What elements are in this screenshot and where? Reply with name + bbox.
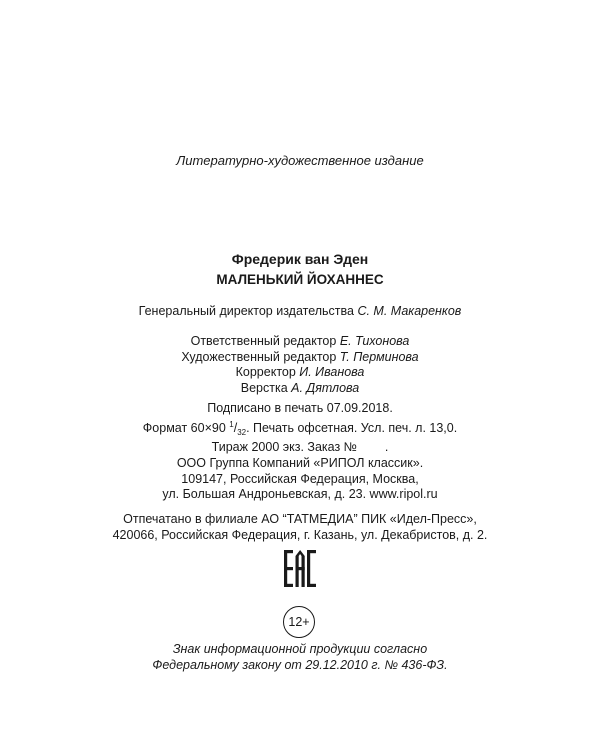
signed-line: Подписано в печать 07.09.2018. bbox=[207, 401, 393, 415]
printer-block bbox=[0, 512, 600, 543]
run-line: Тираж 2000 экз. Заказ № . bbox=[211, 440, 389, 454]
print-info-block bbox=[0, 401, 600, 456]
notice-line: Знак информационной продукции согласно bbox=[172, 642, 428, 656]
format-prefix: Формат 60×90 bbox=[142, 420, 230, 435]
credit-line bbox=[0, 365, 600, 381]
notice-block bbox=[0, 642, 600, 673]
printer-line: 420066, Российская Федерация, г. Казань, ул. Декабристов, д. 2. bbox=[112, 527, 488, 542]
book-title: МАЛЕНЬКИЙ ЙОХАННЕС bbox=[216, 272, 384, 287]
credit-role: Ответственный редактор bbox=[190, 334, 340, 348]
format-fraction-numerator: 1 bbox=[229, 419, 234, 429]
publisher-line: ООО Группа Компаний «РИПОЛ классик». bbox=[176, 456, 424, 470]
credit-role: Художественный редактор bbox=[181, 349, 340, 364]
age-rating-badge: 12+ bbox=[283, 606, 315, 638]
edition-type: Литературно-художественное издание bbox=[176, 153, 424, 168]
credit-name: Е. Тихонова bbox=[339, 334, 410, 348]
format-line bbox=[0, 417, 600, 441]
eac-mark-icon bbox=[283, 548, 317, 590]
director-label: Генеральный директор издательства bbox=[138, 304, 358, 318]
credit-line bbox=[0, 350, 600, 366]
credit-line bbox=[0, 381, 600, 397]
credit-line bbox=[0, 334, 600, 350]
director-line bbox=[0, 304, 600, 320]
publisher-line: 109147, Российская Федерация, Москва, bbox=[181, 471, 419, 486]
credit-name: Т. Перминова bbox=[339, 349, 419, 364]
notice-line: Федеральному закону от 29.12.2010 г. № 436-ФЗ. bbox=[152, 657, 448, 672]
credit-name: А. Дятлова bbox=[291, 380, 360, 395]
publisher-block bbox=[0, 456, 600, 503]
printer-line: Отпечатано в филиале АО “ТАТМЕДИА” ПИК «Идел-Пресс», bbox=[123, 512, 477, 526]
format-suffix: . Печать офсетная. Усл. печ. л. 13,0. bbox=[246, 420, 458, 435]
format-fraction-denominator: 32 bbox=[237, 427, 247, 437]
credit-role: Верстка bbox=[240, 380, 292, 395]
author-name: Фредерик ван Эден bbox=[231, 251, 369, 267]
director-name: С. М. Макаренков bbox=[357, 304, 462, 318]
publisher-line: ул. Большая Андроньевская, д. 23. www.ripol.ru bbox=[162, 487, 438, 501]
format-fraction-separator: / bbox=[233, 420, 238, 435]
credit-role: Корректор bbox=[235, 365, 300, 379]
credits-block bbox=[0, 334, 600, 396]
credit-name: И. Иванова bbox=[299, 365, 365, 379]
